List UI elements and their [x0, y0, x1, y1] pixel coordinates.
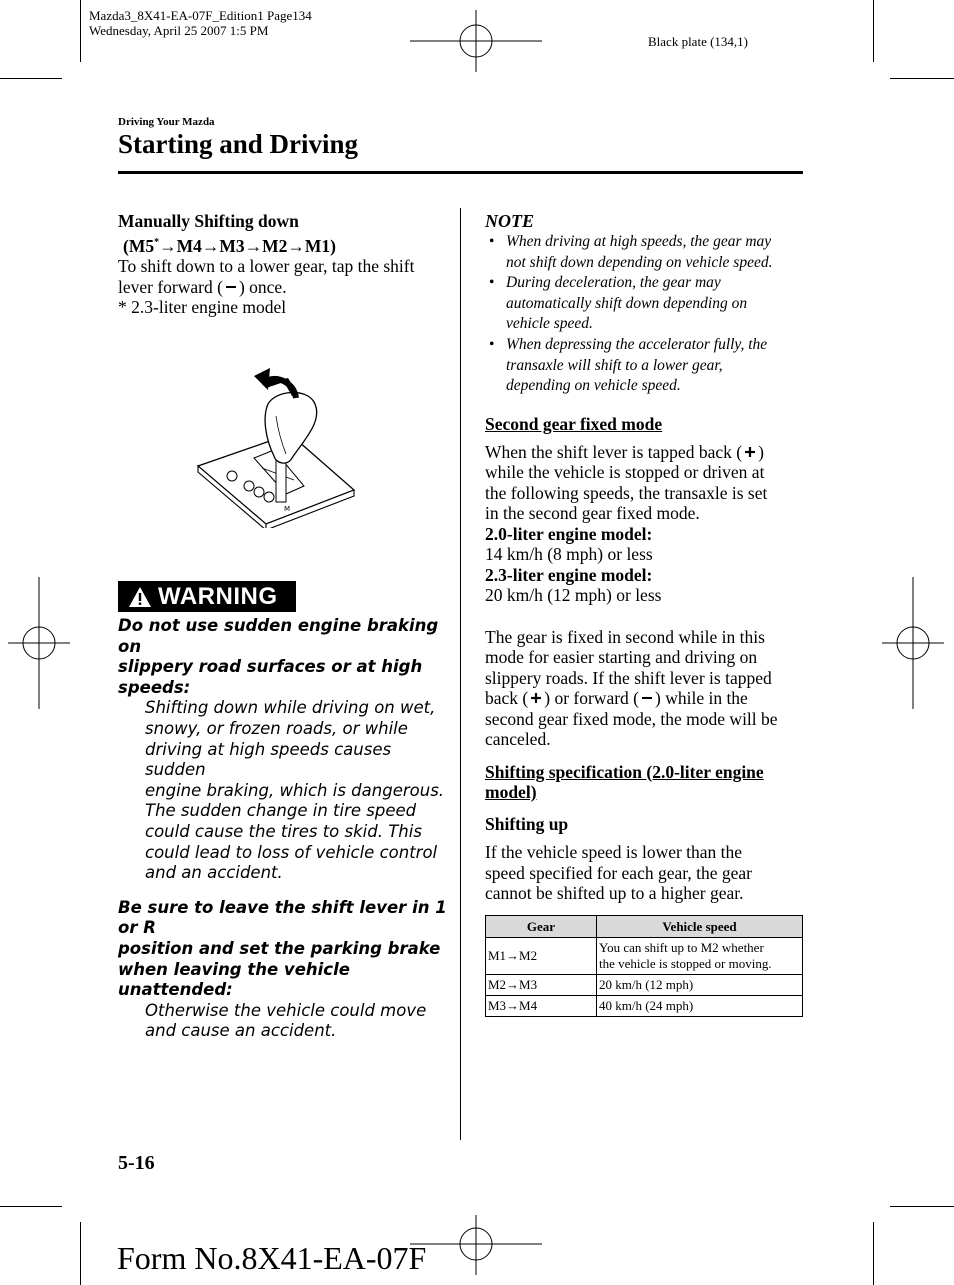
minus-box-icon [639, 690, 655, 706]
page-title: Starting and Driving [118, 129, 359, 159]
table-header-gear: Gear [486, 916, 597, 938]
manual-shift-heading: Manually Shifting down [118, 211, 299, 231]
warning-content [118, 616, 453, 1042]
plate-label: Black plate (134,1) [648, 34, 748, 49]
second-gear-heading: Second gear fixed mode [485, 414, 663, 434]
warning-triangle-icon [128, 586, 152, 608]
note-item: • When depressing the accelerator fully, the transaxle will shift to a lower gear, depending on vehicle speed. [489, 335, 768, 395]
note-block [485, 211, 805, 397]
table-row [486, 996, 803, 1017]
table-row [486, 975, 803, 996]
shift-spec-heading: Shifting specification (2.0-liter engine model) [485, 761, 764, 802]
shift-lever-forward-illustration [196, 368, 356, 528]
table-header-row [486, 916, 803, 938]
print-header-date: Wednesday, April 25 2007 1:5 PM [89, 23, 269, 38]
note-title: NOTE [485, 211, 534, 231]
plus-box-icon [528, 690, 544, 706]
column-divider [460, 208, 461, 1140]
second-gear-section [485, 414, 805, 904]
shifting-up-heading: Shifting up [485, 813, 569, 834]
form-number: Form No.8X41-EA-07F [117, 1240, 427, 1276]
shifting-up-para: If the vehicle speed is lower than the speed specified for each gear, the gear cannot be shifted up to a higher gear. [485, 842, 752, 903]
fixed-mode-para: The gear is fixed in second while in this mode for easier starting and driving on slippery roads. If the shift lever is tapped back ( ) or forward ( ) while in the second gear fixed mode, the mode will be canceled. [485, 626, 778, 749]
warning-2-body: Otherwise the vehicle could move and cause an accident. [145, 1000, 427, 1041]
footnote: * 2.3-liter engine model [118, 297, 287, 317]
table-cell-gear: M1→M2 [486, 938, 597, 975]
registration-mark-icon [8, 577, 70, 709]
left-column [118, 211, 448, 318]
note-item: • During deceleration, the gear may automatically shift down depending on vehicle speed. [489, 274, 748, 333]
table-header-speed: Vehicle speed [597, 916, 803, 938]
second-gear-para: When the shift lever is tapped back ( ) while the vehicle is stopped or driven at the following speeds, the transaxle is set in the second gear fixed mode. 2.0-liter engine model: 14 km/h (8 mph) or less 2.3-liter engine model: 20 km/h (12 mph) or less [485, 442, 805, 606]
note-item: • When driving at high speeds, the gear may not shift down depending on vehicle speed. [489, 233, 773, 271]
shift-spec-table [485, 915, 803, 1017]
title-rule [118, 171, 803, 174]
warning-text: WARNING [158, 583, 278, 610]
engine-23-value: 20 km/h (12 mph) or less [485, 585, 662, 605]
plus-box-icon [742, 444, 758, 460]
warning-2-heading: Be sure to leave the shift lever in 1 or R position and set the parking brake when leaving the vehicle unattended: [118, 897, 447, 1000]
table-cell-speed: 20 km/h (12 mph) [597, 975, 803, 996]
registration-mark-icon [410, 1215, 542, 1275]
engine-20-label: 2.0-liter engine model: [485, 523, 653, 544]
table-row [486, 938, 803, 975]
section-label: Driving Your Mazda [118, 116, 215, 128]
warning-label [118, 581, 296, 612]
print-header-file: Mazda3_8X41-EA-07F_Edition1 Page134 [89, 8, 312, 23]
minus-box-icon [223, 279, 239, 295]
print-header [89, 8, 312, 38]
shift-down-para: To shift down to a lower gear, tap the shift lever forward ( ) once. * 2.3-liter engine model [118, 256, 448, 318]
gear-sequence: (M5*→M4→M3→M2→M1) [123, 235, 337, 256]
table-cell-gear: M3→M4 [486, 996, 597, 1017]
page-number: 5-16 [118, 1152, 155, 1174]
svg-text:M: M [284, 505, 291, 513]
engine-20-value: 14 km/h (8 mph) or less [485, 544, 653, 564]
warning-1-heading: Do not use sudden engine braking on slippery road surfaces or at high speeds: [118, 616, 439, 697]
registration-mark-icon [410, 10, 542, 72]
table-cell-speed: 40 km/h (24 mph) [597, 996, 803, 1017]
engine-23-label: 2.3-liter engine model: [485, 564, 653, 585]
table-cell-gear: M2→M3 [486, 975, 597, 996]
registration-mark-icon [882, 577, 944, 709]
table-cell-speed: You can shift up to M2 whether the vehicle is stopped or moving. [597, 938, 803, 975]
warning-1-body: Shifting down while driving on wet, snowy, or frozen roads, or while driving at high speeds causes sudden engine braking, which is dangerous. The sudden change in tire speed could cause the tires to skid. This could lead to loss of vehicle control and an accident. [145, 698, 445, 883]
